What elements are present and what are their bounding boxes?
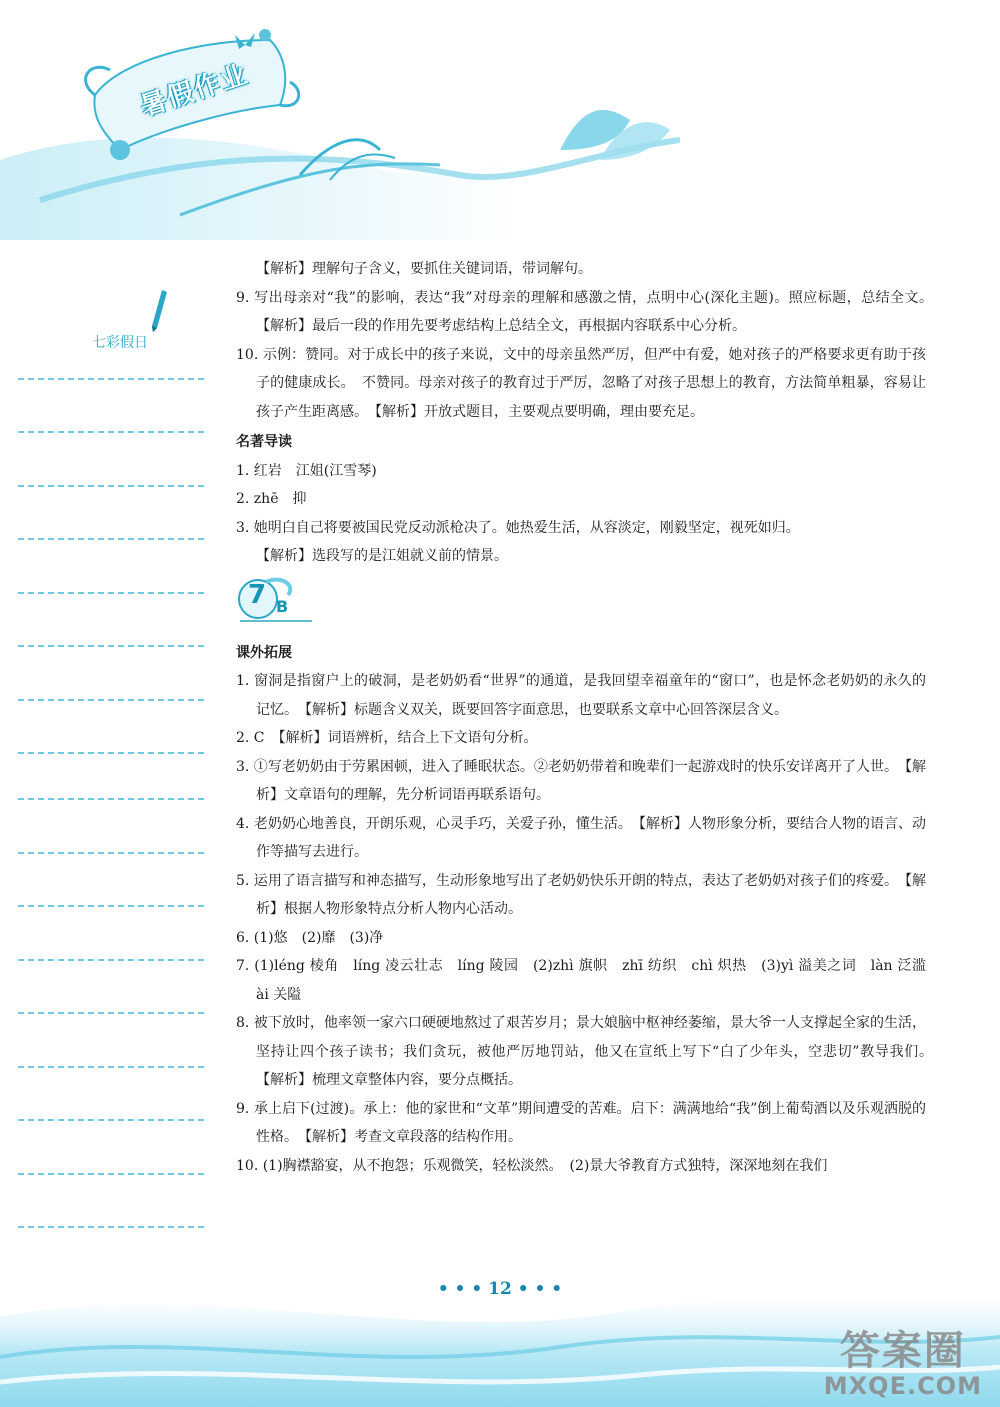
note-line: [18, 378, 204, 380]
note-line: [18, 1226, 204, 1228]
section-heading: 课外拓展: [236, 644, 292, 661]
answer-paragraph: 10. 示例：赞同。对于成长中的孩子来说，文中的母亲虽然严厉，但严中有爱，她对孩子的严格要求更有助于孩子的健康成长。 不赞同。母亲对孩子的教育过于严厉，忽略了对孩子思想上的教育，方法简单粗暴，容易让孩子产生距离感。 【解析】开放式题目，主要观点要明确，理由要充足。: [236, 346, 926, 420]
note-line: [18, 1119, 204, 1121]
watermark-en: MXQE.COM: [823, 1372, 982, 1400]
note-line: [18, 431, 204, 433]
answer-paragraph: 5. 运用了语言描写和神态描写，生动形象地写出了老奶奶快乐开朗的特点，表达了老奶奶对孩子们的疼爱。 【解析】根据人物形象特点分析人物内心活动。: [236, 872, 926, 917]
sidebar-label: 七彩假日: [92, 335, 148, 351]
answer-paragraph: 【解析】选段写的是江姐就义前的情景。: [256, 548, 508, 564]
note-line: [18, 1012, 204, 1014]
answer-paragraph: 1. 红岩 江姐(江雪琴): [236, 462, 377, 479]
note-line: [18, 798, 204, 800]
badge-letter: B: [276, 596, 289, 616]
section-badge: [236, 577, 926, 637]
answer-paragraph: 6. (1)悠 (2)靡 (3)净: [236, 929, 384, 946]
note-line: [18, 645, 204, 647]
note-line: [18, 1066, 204, 1068]
pen-icon: [148, 288, 170, 334]
answer-paragraph: 【解析】理解句子含义，要抓住关键词语，带词解句。: [256, 261, 592, 277]
answer-paragraph: 3. ①写老奶奶由于劳累困顿，进入了睡眠状态。②老奶奶带着和晚辈们一起游戏时的快乐安详离开了人世。 【解析】文章语句的理解，先分析词语再联系语句。: [236, 758, 926, 803]
note-line: [18, 852, 204, 854]
answer-paragraph: 1. 窗洞是指窗户上的破洞，是老奶奶看“世界”的通道，是我回望幸福童年的“窗口”，也是怀念老奶奶的永久的记忆。 【解析】标题含义双关，既要回答字面意思，也要联系文章中心回答深层含义。: [236, 673, 926, 718]
answer-paragraph: 2. zhē 抑: [236, 491, 307, 507]
header-logo-text: 暑假作业: [136, 59, 253, 123]
answer-paragraph: 2. C 【解析】词语辨析，结合上下文语句分析。: [236, 730, 538, 746]
answer-paragraph: 9. 写出母亲对“我”的影响，表达“我”对母亲的理解和感激之情，点明中心(深化主题)。照应标题，总结全文。 【解析】最后一段的作用先要考虑结构上总结全文，再根据内容联系中心分析。: [236, 289, 940, 334]
answer-paragraph: 9. 承上启下(过渡)。承上：他的家世和“文革”期间遭受的苦难。启下：满满地给“我”倒上葡萄酒以及乐观洒脱的性格。 【解析】考查文章段落的结构作用。: [236, 1100, 926, 1145]
answer-paragraph: 4. 老奶奶心地善良，开朗乐观，心灵手巧，关爱子孙，懂生活。 【解析】人物形象分析，要结合人物的语言、动作等描写去进行。: [236, 815, 926, 860]
watermark-cn: 答案圈: [839, 1328, 966, 1374]
note-line: [18, 1173, 204, 1175]
note-line: [18, 699, 204, 701]
note-line: [18, 592, 204, 594]
answer-paragraph: 7. (1)léng 棱角 líng 凌云壮志 líng 陵园 (2)zhì 旗帜 zhī 纺织 chì 炽热 (3)yì 溢美之词 làn 泛滥 ài 关隘: [236, 958, 940, 1003]
badge-number: 7: [248, 579, 267, 610]
note-line: [18, 959, 204, 961]
note-line: [18, 485, 204, 487]
note-line: [18, 752, 204, 754]
answer-paragraph: 10. (1)胸襟豁宴，从不抱怨；乐观微笑，轻松淡然。 (2)景大爷教育方式独特，深深地刻在我们: [236, 1157, 828, 1174]
answer-content: [236, 255, 940, 1180]
answer-paragraph: 8. 被下放时，他率领一家六口硬硬地熬过了艰苦岁月；景大娘脑中枢神经萎缩，景大爷一人支撑起全家的生活，坚持让四个孩子读书；我们贪玩，被他严厉地罚站，他又在宣纸上写下“白了少年头，空悲切”教导我们。 【解析】梳理文章整体内容，要分点概括。: [236, 1015, 940, 1088]
page-number: • • • 12 • • •: [437, 1279, 563, 1299]
section-heading: 名著导读: [236, 434, 292, 450]
note-line: [18, 538, 204, 540]
note-line: [18, 905, 204, 907]
watermark: [824, 1329, 982, 1399]
answer-paragraph: 3. 她明白自己将要被国民党反动派枪决了。她热爱生活，从容淡定，刚毅坚定，视死如归。: [236, 519, 800, 536]
